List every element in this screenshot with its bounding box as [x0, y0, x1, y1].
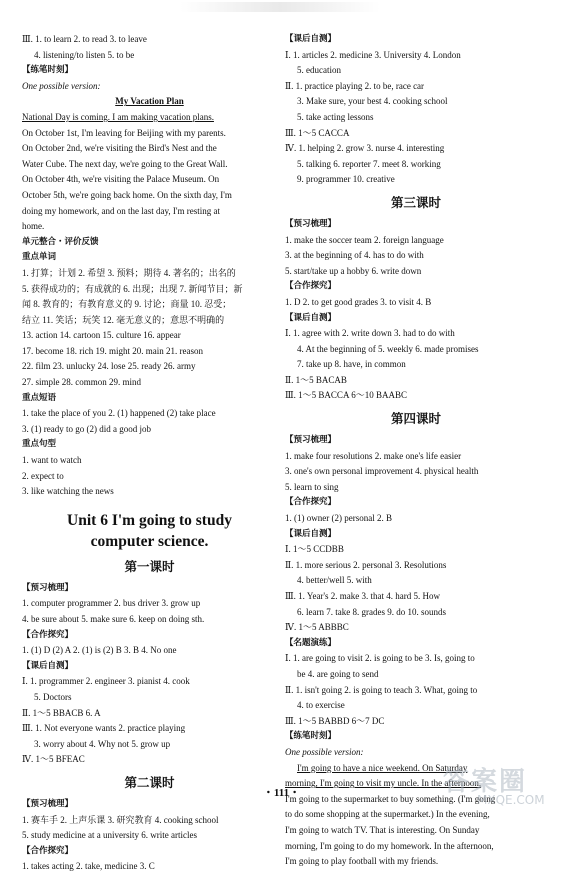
watermark-url: MXQE.COM	[477, 793, 545, 807]
answer-line: My Vacation Plan	[115, 96, 184, 107]
essay-line: morning, I'm going to visit my uncle. In the afternoon,	[285, 778, 482, 789]
answer-line: 结立 11. 笑话；玩笑 12. 毫无意义的；意思不明确的	[22, 314, 225, 325]
right-column	[285, 32, 547, 870]
answer-line: 1. make four resolutions 2. make one's life easier	[285, 450, 462, 461]
section-title-lesson1: 第一课时	[124, 558, 175, 574]
answer-line: 【课后自测】	[285, 34, 337, 44]
answer-line: 1. D 2. to get good grades 3. to visit 4. B	[285, 296, 432, 307]
answer-line: 4. At the beginning of 5. weekly 6. made promises	[297, 343, 479, 354]
section-title-lesson4: 第四课时	[390, 411, 441, 427]
answer-line: 3. (1) ready to go (2) did a good job	[22, 423, 151, 434]
answer-line: National Day is coming. I am making vacation plans.	[22, 111, 214, 122]
essay-line: I'm going to the supermarket to buy something. (I'm going	[285, 793, 496, 804]
answer-line: Ⅲ. 1～5 BABBD 6～7 DC	[285, 715, 385, 726]
answer-line: One possible version:	[285, 746, 364, 757]
answer-line: 13. action 14. cartoon 15. culture 16. appear	[22, 330, 181, 341]
answer-line: 1. 赛车手 2. 上声乐课 3. 研究教育 4. cooking school	[22, 814, 219, 825]
answer-line: On October 1st, I'm leaving for Beijing with my parents.	[22, 127, 226, 138]
answer-line: 27. simple 28. common 29. mind	[22, 377, 141, 388]
answer-line: Ⅲ. 1. Year's 2. make 3. that 4. hard 5. How	[285, 591, 441, 601]
answer-line: 6. learn 7. take 8. grades 9. do 10. sounds	[297, 606, 446, 617]
answer-line: 【预习梳理】	[285, 435, 337, 446]
answer-line: Ⅳ. 1～5 ABBBC	[285, 622, 349, 633]
unit-title-line2: computer science.	[90, 532, 209, 550]
answer-line: 重点句型	[22, 439, 57, 450]
unit-title-line1: Unit 6 I'm going to study	[67, 511, 232, 529]
right-answers-part1	[285, 32, 547, 188]
essay-line: I'm going to have a nice weekend. On Saturday	[297, 762, 468, 773]
answer-line: 3. Make sure, your best 4. cooking school	[297, 96, 448, 107]
answer-line: Ⅰ. 1. programmer 2. engineer 3. pianist 4. cook	[22, 676, 190, 687]
answer-line: 5. learn to sing	[285, 481, 339, 492]
answer-line: Ⅱ. 1～5 BACAB	[285, 374, 347, 385]
answer-line: 【预习梳理】	[22, 798, 74, 809]
answer-line: Ⅱ. 1. isn't going 2. is going to teach 3. What, going to	[285, 684, 478, 695]
answer-line: 【合作探究】	[285, 281, 337, 292]
answer-line: 5. 获得成功的；有成就的 6. 出现；出现 7. 新闻节目；新	[22, 283, 243, 294]
answer-line: 【练笔时刻】	[22, 65, 74, 76]
left-answers-part2	[22, 581, 277, 768]
essay-line: to do some shopping at the supermarket.) In the evening,	[285, 809, 490, 820]
section-title-lesson3: 第三课时	[390, 194, 441, 210]
answer-line: be 4. are going to send	[297, 668, 379, 679]
answer-line: 【课后自测】	[22, 660, 74, 671]
answer-line: 3. worry about 4. Why not 5. grow up	[34, 738, 171, 749]
answer-line: 1. (1) owner (2) personal 2. B	[285, 513, 392, 524]
answer-line: Ⅱ. 1. more serious 2. personal 3. Resolutions	[285, 559, 447, 570]
left-answers-part1	[22, 32, 277, 500]
answer-line: 1. 打算；计划 2. 希望 3. 预料；期待 4. 著名的；出名的	[22, 267, 236, 278]
answer-line: Ⅲ. 1～5 BACCA 6～10 BAABC	[285, 390, 407, 401]
answer-line: Water Cube. The next day, we're going to the Great Wall.	[22, 158, 228, 169]
answer-line: 3. like watching the news	[22, 486, 114, 497]
answer-line: Ⅲ. 1～5 CACCA	[285, 127, 350, 138]
unit-title	[22, 510, 277, 552]
answer-line: 闻 8. 教育的；有教育意义的 9. 讨论；商量 10. 忍受；	[22, 299, 232, 310]
answer-line: 3. at the beginning of 4. has to do with	[285, 250, 424, 261]
answer-line: On October 2nd, we're visiting the Bird's Nest and the	[22, 143, 217, 154]
answer-line: doing my homework, and on the last day, I'm resting at	[22, 205, 220, 216]
answer-line: 5. start/take up a hobby 6. write down	[285, 265, 422, 276]
answer-line: Ⅳ. 1. helping 2. grow 3. nurse 4. interesting	[285, 143, 445, 154]
answer-line: 3. one's own personal improvement 4. physical health	[285, 466, 479, 477]
answer-line: 22. film 23. unlucky 24. lose 25. ready 26. army	[22, 361, 196, 372]
answer-line: 单元整合・评价反馈	[22, 236, 99, 247]
answer-line: Ⅳ. 1～5 BFEAC	[22, 754, 85, 765]
answer-line: 4. be sure about 5. make sure 6. keep on doing sth.	[22, 614, 205, 624]
answer-line: 17. become 18. rich 19. might 20. main 21. reason	[22, 345, 203, 356]
answer-line: One possible version:	[22, 80, 101, 91]
answer-line: 1. take the place of you 2. (1) happened (2) take place	[22, 408, 216, 419]
answer-line: 5. talking 6. reporter 7. meet 8. working	[297, 158, 441, 169]
answer-line: 【合作探究】	[22, 845, 74, 856]
answer-line: 【预习梳理】	[285, 218, 337, 229]
answer-line: Ⅰ. 1～5 CCDBB	[285, 544, 344, 555]
answer-line: 1. make the soccer team 2. foreign language	[285, 234, 444, 245]
answer-line: Ⅲ. 1. Not everyone wants 2. practice playing	[22, 723, 186, 734]
top-header-strip	[180, 2, 380, 12]
right-answers-part3	[285, 433, 547, 760]
answer-line: 5. take acting lessons	[297, 111, 374, 122]
answer-line: Ⅱ. 1. practice playing 2. to be, race car	[285, 80, 425, 91]
answer-line: 【练笔时刻】	[285, 731, 337, 742]
answer-line: 重点单词	[22, 252, 57, 263]
answer-line: 【名题演练】	[285, 637, 337, 648]
answer-line: October 5th, we're going back home. On the sixth day, I'm	[22, 189, 232, 200]
answer-line: 4. listening/to listen 5. to be	[34, 49, 135, 60]
page-number: ・111・	[262, 787, 301, 799]
answer-line: 1. (1) D (2) A 2. (1) is (2) B 3. B 4. No one	[22, 645, 177, 656]
answer-line: Ⅱ. 1～5 BBACB 6. A	[22, 707, 101, 718]
left-answers-part3	[22, 797, 277, 875]
answer-line: 5. study medicine at a university 6. write articles	[22, 830, 197, 841]
watermark-text: 答案圈	[443, 767, 528, 797]
essay-line: I'm going to play football with my friends.	[285, 856, 439, 867]
answer-line: 重点短语	[22, 392, 57, 403]
answer-line: Ⅰ. 1. articles 2. medicine 3. University 4. London	[285, 49, 461, 60]
answer-line: 1. takes acting 2. take, medicine 3. C	[22, 861, 155, 872]
left-column	[22, 32, 277, 875]
answer-line: Ⅲ. 1. to learn 2. to read 3. to leave	[22, 34, 147, 44]
answer-line: Ⅰ. 1. are going to visit 2. is going to be 3. Is, going to	[285, 653, 475, 664]
answer-line: 1. computer programmer 2. bus driver 3. grow up	[22, 598, 201, 609]
section-title-lesson2: 第二课时	[124, 774, 175, 790]
answer-line: On October 4th, we're visiting the Palace Museum. On	[22, 174, 220, 185]
answer-line: 2. expect to	[22, 470, 64, 481]
answer-line: Ⅰ. 1. agree with 2. write down 3. had to do with	[285, 328, 455, 339]
answer-line: 【合作探究】	[22, 629, 74, 640]
essay-line: morning, I'm going to do my homework. In the afternoon,	[285, 840, 494, 851]
answer-line: 4. to exercise	[297, 700, 345, 711]
answer-line: 5. education	[297, 65, 341, 76]
answer-line: home.	[22, 221, 45, 232]
answer-line: 【预习梳理】	[22, 582, 74, 593]
answer-line: 4. better/well 5. with	[297, 575, 372, 586]
watermark-logo	[435, 763, 555, 809]
answer-line: 1. want to watch	[22, 455, 82, 466]
answer-line: 9. programmer 10. creative	[297, 174, 395, 185]
answer-line: 5. Doctors	[34, 691, 72, 702]
answer-line: 【课后自测】	[285, 528, 337, 539]
essay-line: I'm going to watch TV. That is interesting. On Sunday	[285, 824, 480, 835]
answer-line: 7. take up 8. have, in common	[297, 359, 406, 370]
answer-line: 【合作探究】	[285, 497, 337, 508]
answer-line: 【课后自测】	[285, 312, 337, 323]
right-answers-part2	[285, 217, 547, 404]
